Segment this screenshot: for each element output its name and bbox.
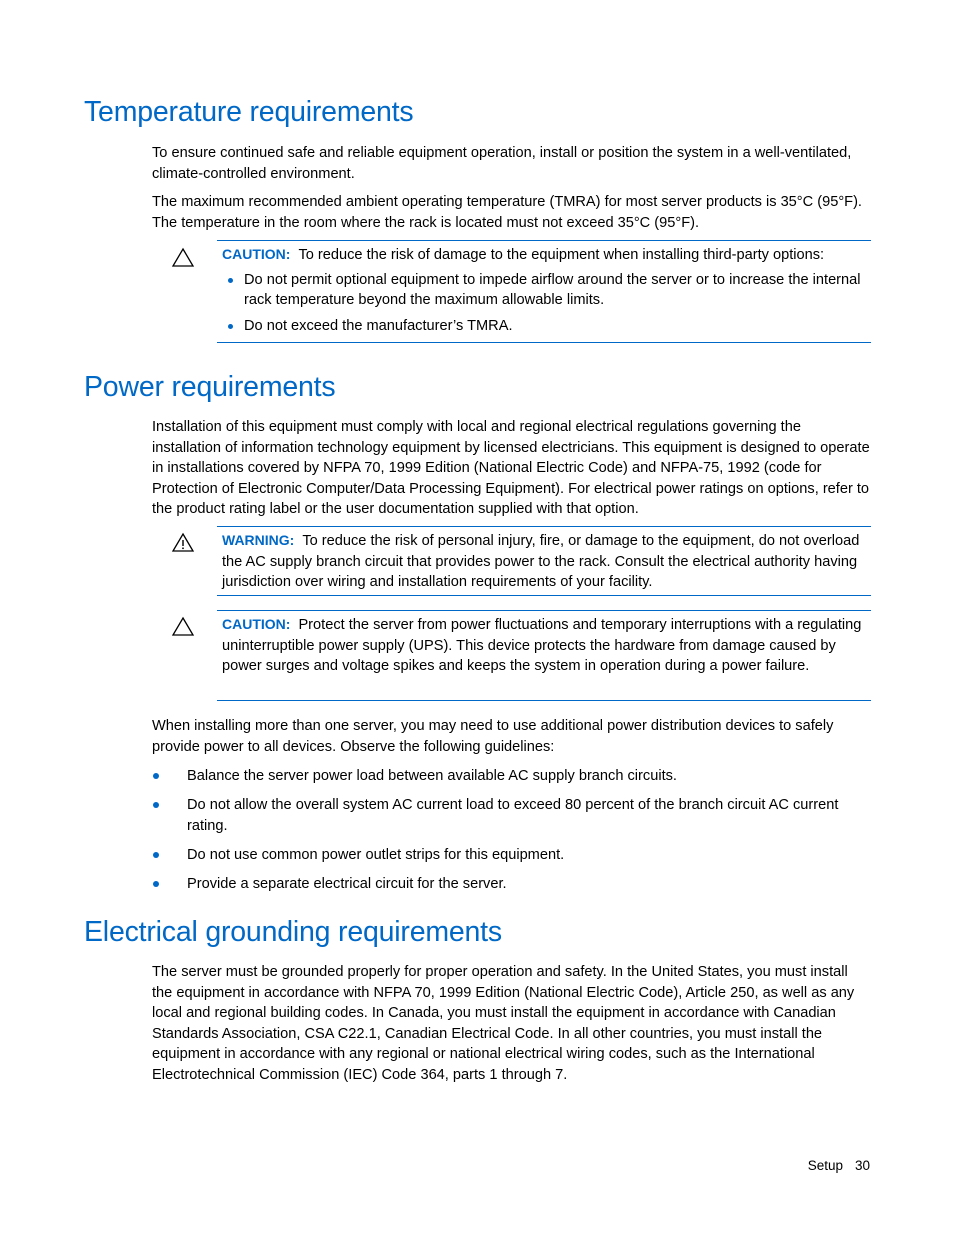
caution-body: To reduce the risk of damage to the equipment when installing third-party options: — [298, 247, 825, 263]
page-number: 30 — [854, 1158, 870, 1173]
power-heading: Power requirements — [84, 371, 336, 403]
bullet-icon — [228, 278, 233, 283]
list-item: Provide a separate electrical circuit for the server. — [152, 874, 872, 895]
footer-section: Setup — [807, 1158, 843, 1173]
temperature-caution-box — [217, 240, 871, 343]
temperature-caution-list — [217, 270, 871, 337]
list-item: Do not allow the overall system AC current load to exceed 80 percent of the branch circuit AC current rating. — [152, 795, 872, 836]
list-item: Do not exceed the manufacturer’s TMRA. — [222, 316, 871, 337]
bullet-icon — [153, 852, 159, 858]
temperature-paragraph-1: To ensure continued safe and reliable equipment operation, install or position the system in a well-ventilated, climate-controlled environment. — [152, 145, 852, 182]
grounding-heading: Electrical grounding requirements — [84, 916, 502, 948]
power-paragraph-1: Installation of this equipment must comply with local and regional electrical regulations governing the installation of information technology equipment by licensed electricians. This equipment is designed to operate in installations covered by NFPA 70, 1999 Edition (National Electric Code) and NFPA-75, 1992 (code for Protection of Electronic Computer/Data Processing Equipment). For electrical power ratings on options, refer to the product rating label or the user documentation supplied with that option. — [152, 419, 870, 518]
caution-label: CAUTION: — [222, 616, 291, 632]
bullet-icon — [153, 881, 159, 887]
list-item: Balance the server power load between available AC supply branch circuits. — [152, 766, 872, 787]
power-caution-text — [217, 611, 871, 677]
warning-label: WARNING: — [222, 532, 295, 548]
page-footer — [808, 1158, 870, 1173]
list-item: Do not use common power outlet strips for this equipment. — [152, 845, 872, 866]
bullet-icon — [228, 324, 233, 329]
caution-body: Protect the server from power fluctuations and temporary interruptions with a regulating uninterruptible power supply (UPS). This device protects the hardware from damage caused by power surges and voltage spikes and keeps the system in operation during a power failure. — [222, 617, 862, 675]
caution-label: CAUTION: — [222, 246, 291, 262]
warning-body: To reduce the risk of personal injury, fire, or damage to the equipment, do not overload the AC supply branch circuit that provides power to the rack. Consult the electrical authority having jurisdiction over wiring and installation requirements of your facility. — [222, 533, 860, 591]
bullet-icon — [153, 802, 159, 808]
caution-icon — [171, 616, 195, 638]
power-caution-box — [217, 610, 871, 701]
list-item: Do not permit optional equipment to impede airflow around the server or to increase the internal rack temperature beyond the maximum allowable limits. — [222, 270, 871, 311]
temperature-paragraph-2: The maximum recommended ambient operating temperature (TMRA) for most server products is 35°C (95°F). The temperature in the room where the rack is located must not exceed 35°C (95°F). — [152, 194, 862, 231]
caution-icon — [171, 247, 195, 269]
power-guidelines-list — [152, 766, 872, 903]
temperature-caution-text — [217, 241, 871, 266]
power-warning-text — [217, 527, 871, 593]
power-paragraph-2: When installing more than one server, you may need to use additional power distribution devices to safely provide power to all devices. Observe the following guidelines: — [152, 718, 834, 755]
power-warning-box — [217, 526, 871, 596]
warning-icon — [171, 532, 195, 554]
bullet-icon — [153, 773, 159, 779]
temperature-heading: Temperature requirements — [84, 96, 414, 128]
grounding-paragraph-1: The server must be grounded properly for proper operation and safety. In the United States, you must install the equipment in accordance with NFPA 70, 1999 Edition (National Electric Code), Article 250, as well as any local and regional building codes. In Canada, you must install the equipment in accordance with Canadian Standards Association, CSA C22.1, Canadian Electrical Code. In all other countries, you must install the equipment in accordance with any regional or national electrical wiring codes, such as the International Electrotechnical Commission (IEC) Code 364, parts 1 through 7. — [152, 964, 855, 1083]
